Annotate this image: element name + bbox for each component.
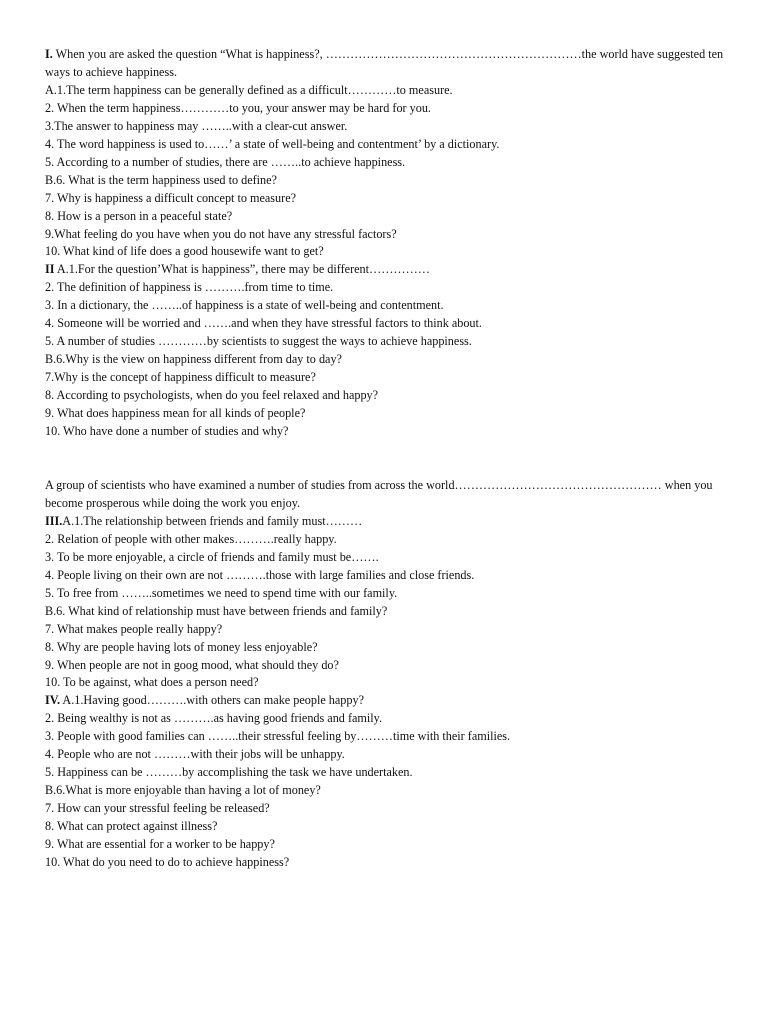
exercise-line: 8. How is a person in a peaceful state? (45, 208, 233, 223)
worksheet-page (45, 46, 725, 872)
exercise-line: 8. What can protect against illness? (45, 819, 218, 834)
exercise-line: 3.The answer to happiness may ……..with a clear-cut answer. (45, 118, 348, 133)
section-4-first-line-text: A.1.Having good……….with others can make people happy? (60, 693, 364, 708)
exercise-line: 7. Why is happiness a difficult concept to measure? (45, 190, 297, 205)
exercise-line: 9. When people are not in goog mood, what should they do? (45, 657, 339, 672)
exercise-line: 9. What are essential for a worker to be happy? (45, 837, 275, 852)
section-1-intro-text: When you are asked the question “What is happiness?, ………………………………………………………the world have suggested ten ways to achieve happiness. (45, 47, 724, 79)
exercise-line: 3. In a dictionary, the ……..of happiness is a state of well-being and contentment. (45, 298, 444, 313)
exercise-line: B.6. What is the term happiness used to define? (45, 172, 277, 187)
exercise-line: B.6.Why is the view on happiness different from day to day? (45, 352, 342, 367)
exercise-line: B.6. What kind of relationship must have between friends and family? (45, 603, 388, 618)
exercise-line: 4. The word happiness is used to……’ a state of well-being and contentment’ by a dictionary. (45, 136, 500, 151)
exercise-line: B.6.What is more enjoyable than having a lot of money? (45, 783, 321, 798)
exercise-line: 2. When the term happiness…………to you, your answer may be hard for you. (45, 100, 431, 115)
section-2-first-line-text: A.1.For the question’What is happiness”, there may be different…………… (54, 262, 430, 277)
section-3-label: III. (45, 513, 63, 528)
exercise-line: 2. Being wealthy is not as ……….as having good friends and family. (45, 711, 383, 726)
section-3-first-line (45, 513, 725, 531)
exercise-line: 4. Someone will be worried and …….and when they have stressful factors to think about. (45, 316, 482, 331)
exercise-line: 5. Happiness can be ………by accomplishing the task we have undertaken. (45, 765, 413, 780)
exercise-line: 2. Relation of people with other makes……….really happy. (45, 531, 337, 546)
section-2-label: II (45, 262, 55, 277)
section-1-intro (45, 46, 725, 82)
blank-gap (45, 441, 725, 477)
section-4-label: IV. (45, 693, 61, 708)
exercise-line: 10. What kind of life does a good housewife want to get? (45, 244, 324, 259)
exercise-line: 10. Who have done a number of studies and why? (45, 424, 289, 439)
exercise-line: 7. What makes people really happy? (45, 621, 223, 636)
exercise-line: 9.What feeling do you have when you do not have any stressful factors? (45, 226, 397, 241)
exercise-line: 10. What do you need to do to achieve happiness? (45, 854, 290, 869)
exercise-line: 7. How can your stressful feeling be released? (45, 801, 270, 816)
exercise-line: 7.Why is the concept of happiness difficult to measure? (45, 370, 316, 385)
exercise-line: 5. A number of studies …………by scientists to suggest the ways to achieve happiness. (45, 334, 472, 349)
exercise-line: 2. The definition of happiness is ……….from time to time. (45, 280, 334, 295)
section-3-first-line-text: A.1.The relationship between friends and family must……… (62, 513, 363, 528)
exercise-line: 8. Why are people having lots of money less enjoyable? (45, 639, 318, 654)
exercise-line: 3. To be more enjoyable, a circle of friends and family must be……. (45, 549, 379, 564)
exercise-line: 4. People living on their own are not ……….those with large families and close friends. (45, 567, 475, 582)
section-4-first-line (45, 692, 725, 710)
exercise-line: 10. To be against, what does a person need? (45, 675, 259, 690)
exercise-line: A.1.The term happiness can be generally defined as a difficult…………to measure. (45, 82, 453, 97)
section-1-label: I. (45, 47, 53, 61)
section-2-first-line (45, 261, 725, 279)
exercise-line: 8. According to psychologists, when do you feel relaxed and happy? (45, 388, 379, 403)
exercise-line: 9. What does happiness mean for all kinds of people? (45, 406, 306, 421)
exercise-line: 5. To free from ……..sometimes we need to spend time with our family. (45, 585, 398, 600)
exercise-line: 3. People with good families can ……..their stressful feeling by………time with their families. (45, 729, 511, 744)
exercise-line: 4. People who are not ………with their jobs will be unhappy. (45, 747, 345, 762)
exercise-line: 5. According to a number of studies, there are ……..to achieve happiness. (45, 154, 406, 169)
passage-text: A group of scientists who have examined a number of studies from across the world…………………………………………… when you become prosperous while doing the work you enjoy. (45, 477, 713, 510)
